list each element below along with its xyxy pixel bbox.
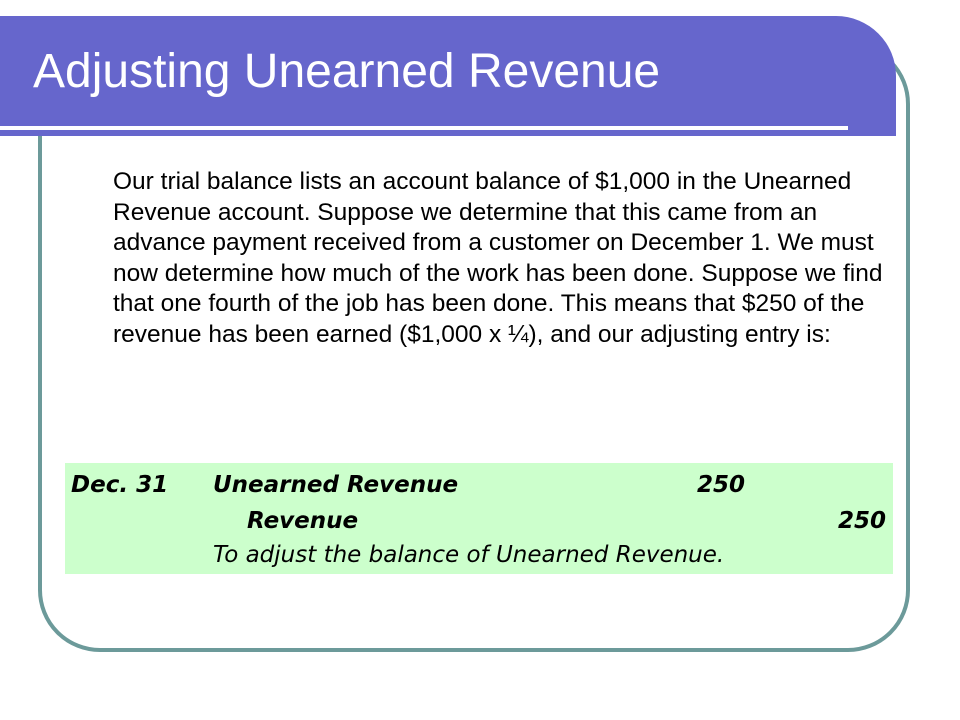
credit-account: Revenue bbox=[247, 508, 359, 534]
journal-entry-table bbox=[65, 463, 893, 574]
credit-amount: 250 bbox=[838, 508, 887, 534]
debit-amount: 250 bbox=[697, 472, 746, 498]
debit-account: Unearned Revenue bbox=[213, 472, 459, 498]
body-paragraph: Our trial balance lists an account balance of $1,000 in the Unearned Revenue account. Suppose we determine that this came from an advance payment received from a customer on December 1. We must now determine how much of the work has been done. Suppose we find that one fourth of the job has been done. This means that $250 of the revenue has been earned ($1,000 x ¼), and our adjusting entry is: bbox=[113, 168, 883, 348]
slide-title: Adjusting Unearned Revenue bbox=[33, 45, 661, 98]
entry-memo: To adjust the balance of Unearned Revenue. bbox=[213, 542, 725, 568]
title-underline bbox=[0, 126, 848, 130]
entry-date: Dec. 31 bbox=[71, 472, 169, 498]
